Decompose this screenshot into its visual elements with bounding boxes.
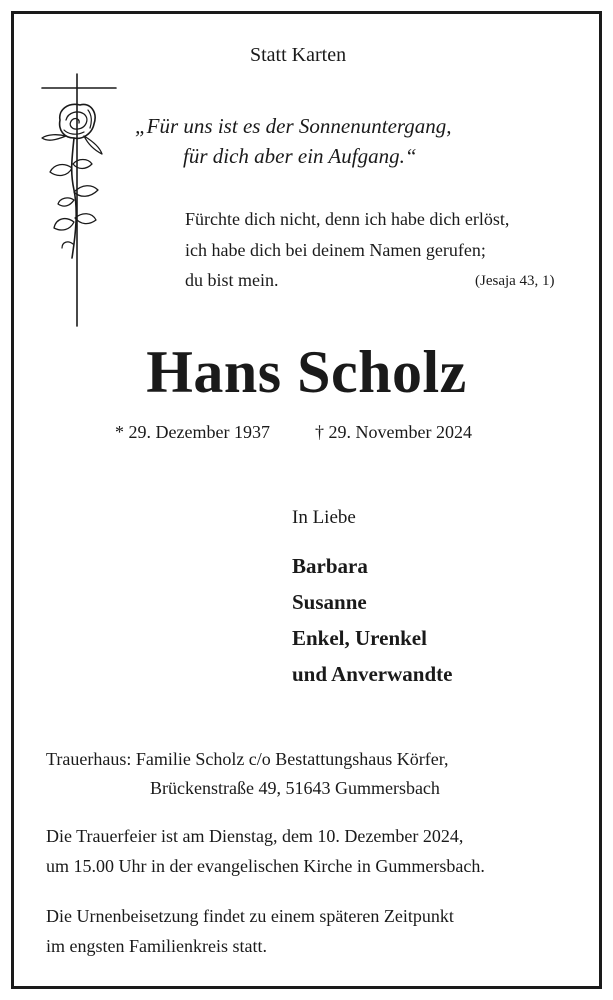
- mourner-name: Susanne: [292, 590, 367, 614]
- burial-line-2: im engsten Familienkreis statt.: [46, 936, 267, 956]
- verse-line-2: ich habe dich bei deinem Namen gerufen;: [185, 240, 486, 260]
- header-text: Statt Karten: [250, 44, 347, 66]
- quote-line-2: für dich aber ein Aufgang.“: [183, 144, 417, 168]
- mourner-name: und Anverwandte: [292, 662, 453, 686]
- mourner-name: Barbara: [292, 554, 368, 578]
- burial-line-1: Die Urnenbeisetzung findet zu einem späteren Zeitpunkt: [46, 906, 454, 926]
- trauerhaus-line-1: Trauerhaus: Familie Scholz c/o Bestattungshaus Körfer,: [46, 749, 449, 769]
- quote-line-1: „Für uns ist es der Sonnenuntergang,: [135, 114, 452, 138]
- mourner-name: Enkel, Urenkel: [292, 626, 427, 650]
- verse-reference: (Jesaja 43, 1): [475, 273, 555, 289]
- ceremony-line-2: um 15.00 Uhr in der evangelischen Kirche in Gummersbach.: [46, 856, 485, 876]
- death-date: † 29. November 2024: [315, 422, 472, 442]
- deceased-name: Hans Scholz: [146, 339, 467, 405]
- in-love-text: In Liebe: [292, 507, 356, 528]
- cross-with-rose-icon: [30, 72, 120, 328]
- ceremony-line-1: Die Trauerfeier ist am Dienstag, dem 10. Dezember 2024,: [46, 826, 464, 846]
- birth-date: * 29. Dezember 1937: [115, 422, 270, 442]
- verse-line-3: du bist mein.: [185, 270, 279, 290]
- trauerhaus-line-2: Brückenstraße 49, 51643 Gummersbach: [150, 778, 440, 798]
- verse-line-1: Fürchte dich nicht, denn ich habe dich erlöst,: [185, 209, 510, 229]
